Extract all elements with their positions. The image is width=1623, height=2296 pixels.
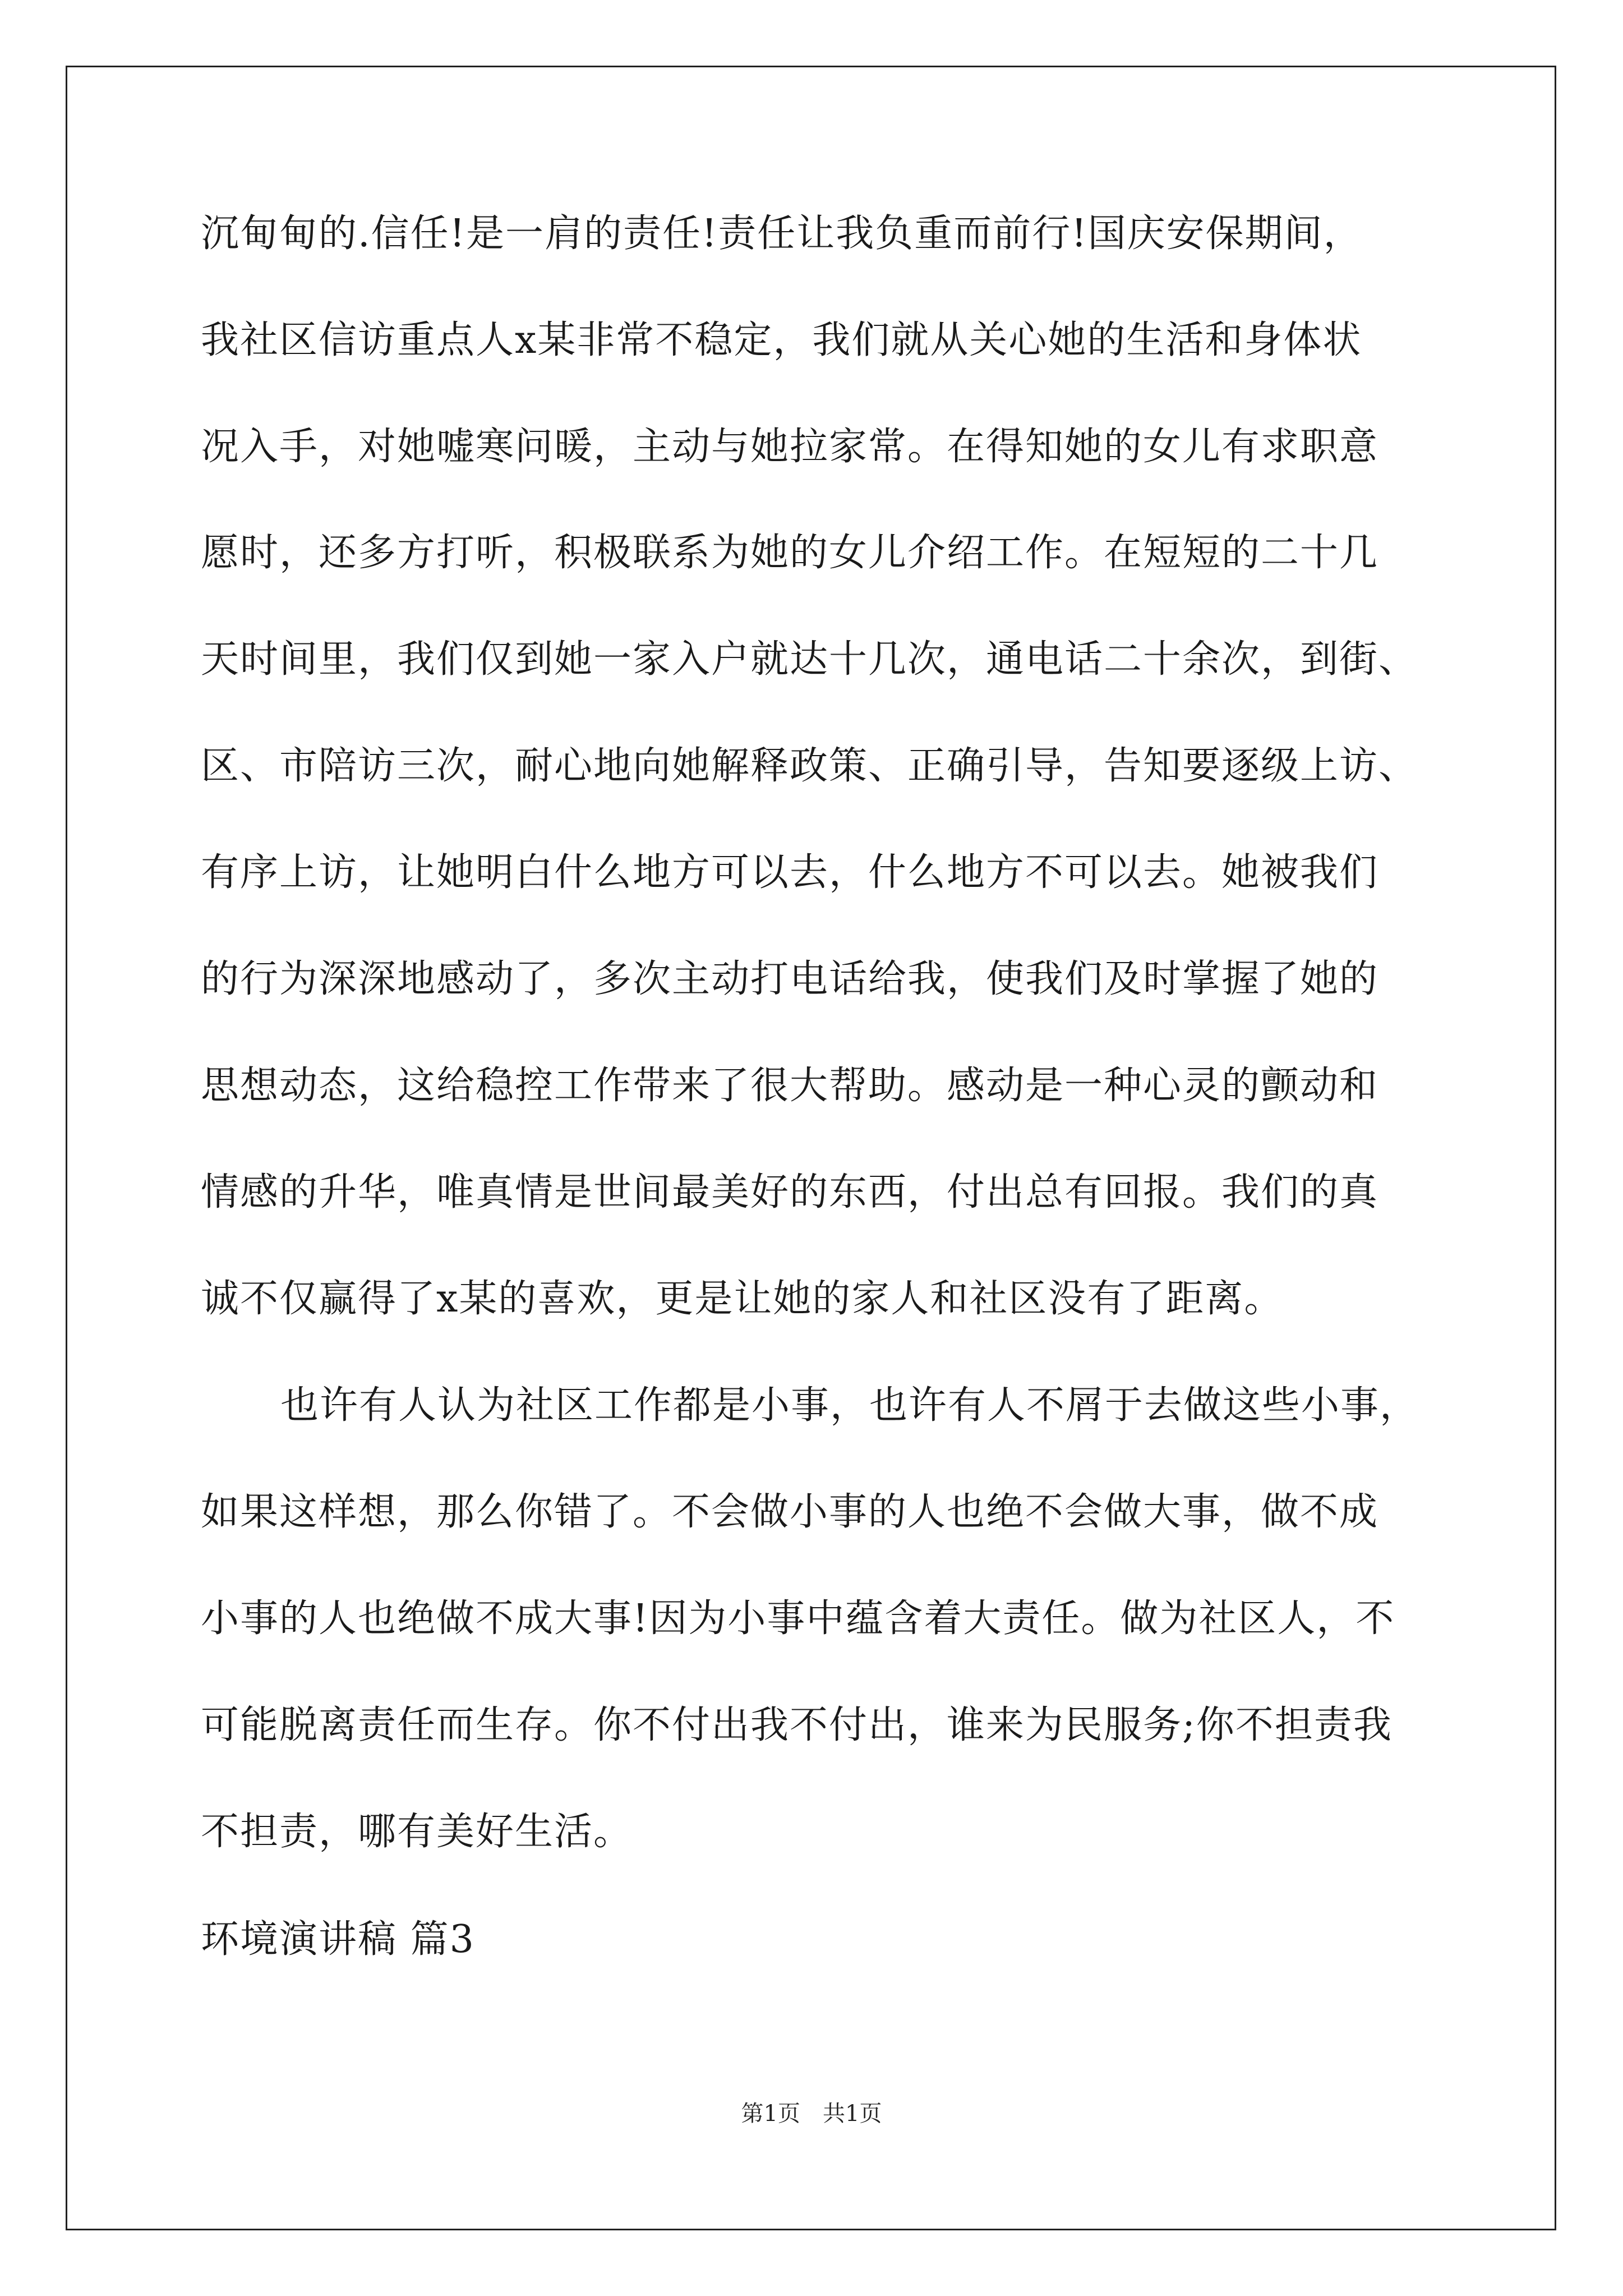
paragraph-line: 情感的升华，唯真情是世间最美好的东西，付出总有回报。我们的真 bbox=[201, 1170, 1379, 1214]
paragraph-line: 我社区信访重点人x某非常不稳定，我们就从关心她的生活和身体状 bbox=[201, 318, 1362, 362]
section-heading: 环境演讲稿 篇3 bbox=[201, 1917, 475, 1962]
paragraph-line: 有序上访，让她明白什么地方可以去，什么地方不可以去。她被我们 bbox=[201, 850, 1379, 895]
paragraph-line: 可能脱离责任而生存。你不付出我不付出，谁来为民服务;你不担责我 bbox=[201, 1703, 1393, 1747]
paragraph-line: 思想动态，这给稳控工作带来了很大帮助。感动是一种心灵的颤动和 bbox=[201, 1064, 1379, 1108]
paragraph-line: 况入手，对她嘘寒问暖，主动与她拉家常。在得知她的女儿有求职意 bbox=[201, 425, 1379, 469]
paragraph-line: 天时间里，我们仅到她一家入户就达十几次，通电话二十余次，到街、 bbox=[201, 637, 1418, 682]
paragraph-line: 沉甸甸的.信任!是一肩的责任!责任让我负重而前行!国庆安保期间， bbox=[201, 211, 1363, 256]
page-footer: 第1页 共1页 bbox=[741, 2101, 882, 2127]
paragraph-line: 小事的人也绝做不成大事!因为小事中蕴含着大责任。做为社区人，不 bbox=[201, 1596, 1395, 1641]
paragraph-line: 区、市陪访三次，耐心地向她解释政策、正确引导，告知要逐级上访、 bbox=[201, 744, 1418, 788]
paragraph-line: 愿时，还多方打听，积极联系为她的女儿介绍工作。在短短的二十几 bbox=[201, 531, 1379, 575]
paragraph-line: 也许有人认为社区工作都是小事，也许有人不屑于去做这些小事， bbox=[280, 1383, 1419, 1428]
paragraph-line: 诚不仅赢得了x某的喜欢，更是让她的家人和社区没有了距离。 bbox=[201, 1277, 1284, 1321]
paragraph-line: 如果这样想，那么你错了。不会做小事的人也绝不会做大事，做不成 bbox=[201, 1490, 1379, 1534]
paragraph-line: 的行为深深地感动了，多次主动打电话给我，使我们及时掌握了她的 bbox=[201, 957, 1379, 1001]
paragraph-line: 不担责，哪有美好生活。 bbox=[201, 1810, 633, 1854]
page-border bbox=[66, 66, 1556, 2230]
